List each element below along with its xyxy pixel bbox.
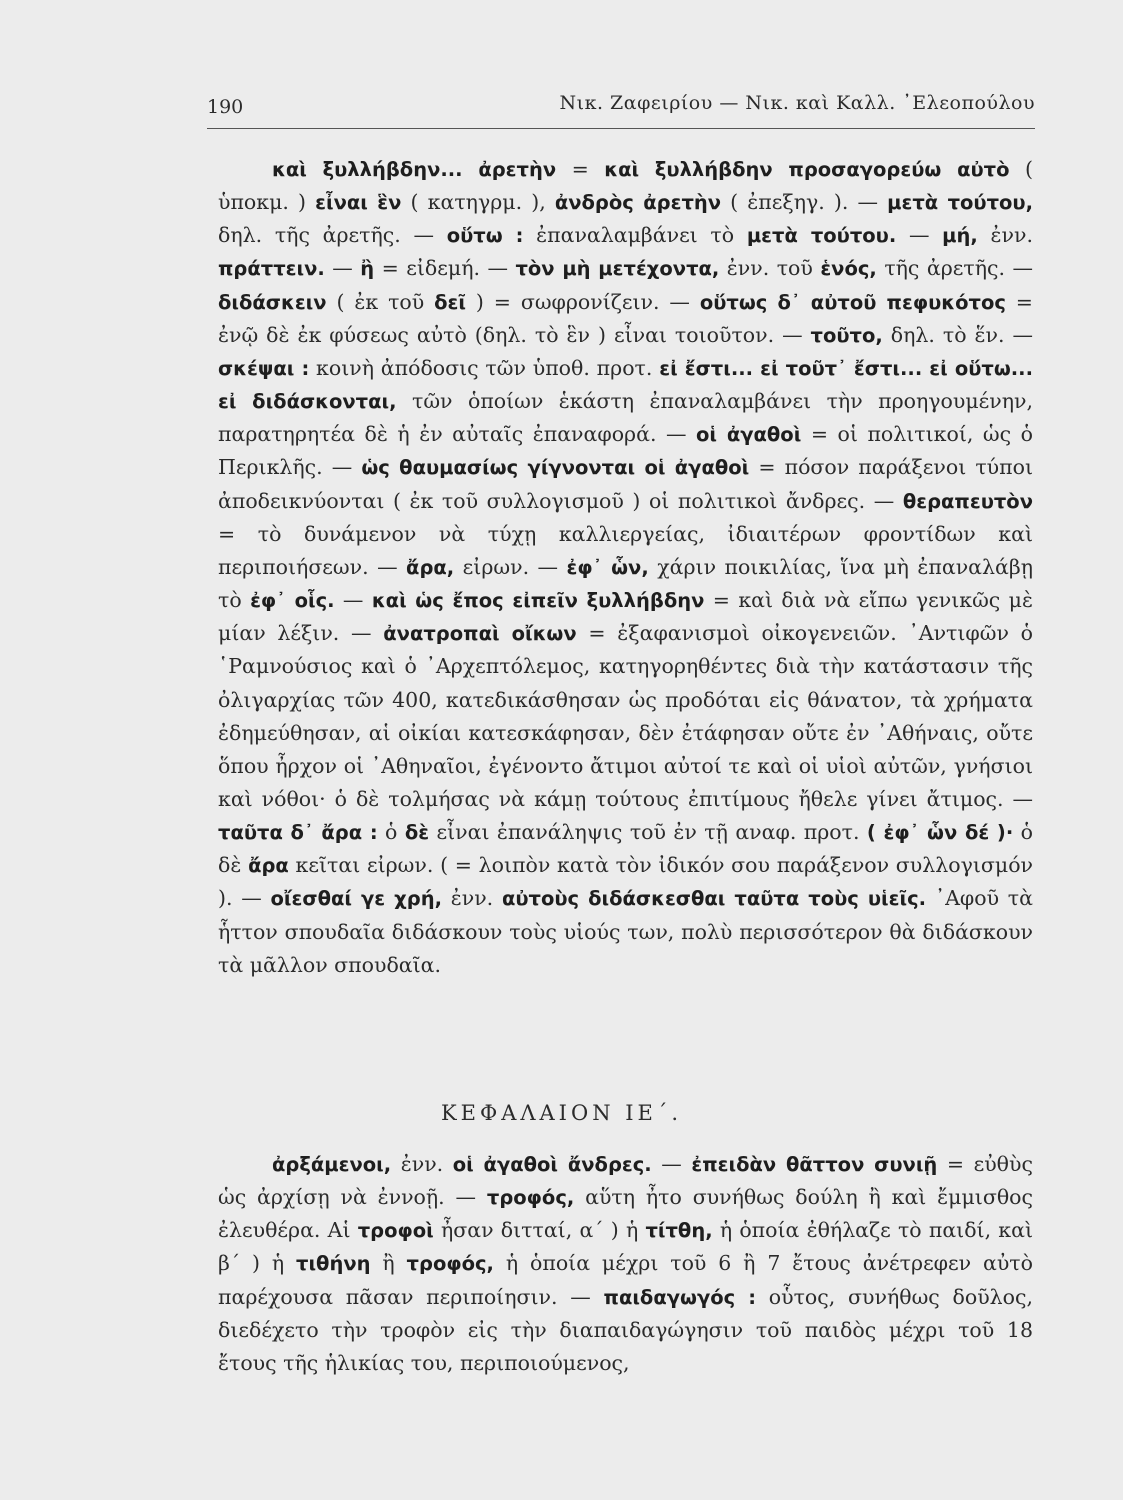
lemma-term: οἱ ἀγαθοὶ ἄνδρες.	[452, 1153, 652, 1176]
commentary-text: = τὸ δυνάμενον νὰ τύχῃ καλλιεργείας, ἰδιαιτέρων φροντίδων καὶ περιποιήσεων. —	[218, 521, 1033, 579]
commentary-text: ὁ	[377, 820, 405, 845]
commentary-text: =	[556, 157, 605, 181]
lemma-term: τροφοὶ	[357, 1219, 434, 1243]
commentary-text: τῶν ὁποίων ἑκάστη ἐπαναλαμβάνει τὴν προηγουμένην, παρατηρητέα δὲ ἡ ἐν αὐταῖς ἐπαναφορά. —	[218, 389, 1033, 447]
commentary-paragraph-1	[218, 153, 1033, 982]
commentary-text: εἶναι ἐπανάληψις τοῦ ἐν τῇ αναφ. προτ.	[429, 820, 867, 845]
lemma-term: ταῦτα δ᾿ ἄρα :	[218, 821, 378, 845]
commentary-text: = καὶ διὰ νὰ εἴπω γενικῶς μὲ μίαν λέξιν. —	[218, 588, 1033, 646]
lemma-term: τοῦτο,	[810, 323, 883, 347]
commentary-paragraph-2	[218, 1148, 1033, 1380]
commentary-text: ) = σωφρονίζειν. —	[465, 289, 700, 314]
commentary-text: δηλ. τῆς ἀρετῆς. —	[218, 223, 447, 248]
lemma-term: καὶ ξυλλήβδην προσαγορεύω αὐτὸ	[604, 158, 1010, 181]
commentary-text: κεῖται εἰρων. ( = λοιπὸν κατὰ τὸν ἰδικόν σου παράξενον συλλογισμόν ). —	[218, 853, 1033, 911]
lemma-term: ἄρα	[248, 854, 289, 878]
commentary-text: = εἰδεμή. —	[374, 256, 516, 281]
commentary-text: ἦσαν διτταί, α΄ ) ἡ	[433, 1218, 646, 1243]
commentary-text: εἰρων. —	[454, 554, 567, 579]
commentary-text: ἐνν. τοῦ	[719, 256, 821, 281]
lemma-term: δεῖ	[434, 290, 466, 314]
commentary-text: —	[896, 223, 943, 248]
commentary-text: —	[334, 588, 372, 613]
lemma-term: εἶναι ἓν	[315, 191, 402, 215]
lemma-term: πράττειν.	[218, 257, 325, 281]
lemma-term: μή,	[942, 224, 978, 248]
lemma-term: οἱ ἀγαθοὶ	[696, 423, 802, 447]
lemma-term: σκέψαι :	[218, 356, 310, 380]
commentary-text: ( ὑποκμ. )	[218, 157, 1033, 215]
commentary-text: ἐνν.	[441, 886, 502, 911]
commentary-text: αὕτη ἦτο συνήθως δούλη ἢ καὶ ἔμμισθος ἐλευθέρα. Αἱ	[218, 1185, 1033, 1243]
lemma-term: οὕτως δ᾿ αὐτοῦ πεφυκότος	[699, 290, 1006, 314]
lemma-term: διδάσκειν	[218, 290, 327, 314]
lemma-term: τὸν μὴ μετέχοντα,	[515, 257, 720, 281]
lemma-term: μετὰ τούτου,	[887, 191, 1033, 215]
lemma-term: ἢ	[360, 257, 375, 281]
lemma-term: τροφός,	[406, 1252, 494, 1276]
commentary-text: = ἐνῷ δὲ ἐκ φύσεως αὐτὸ (δηλ. τὸ ἓν ) εἶναι τοιοῦτον. —	[218, 289, 1033, 347]
commentary-text: τῆς ἀρετῆς. —	[876, 256, 1033, 281]
lemma-term: ἑνός,	[820, 257, 877, 281]
paragraph-1-text	[218, 153, 1033, 982]
lemma-term: καὶ ὡς ἔπος εἰπεῖν ξυλλήβδην	[371, 589, 705, 613]
commentary-text: = οἱ πολιτικοί, ὡς ὁ Περικλῆς. —	[218, 422, 1033, 480]
commentary-text: ( ἐκ τοῦ	[326, 289, 435, 314]
commentary-text: ( ἐπεξηγ. ). —	[721, 190, 888, 215]
chapter-heading: ΚΕΦΑΛΑΙΟΝ ΙΕ΄.	[440, 1101, 683, 1125]
commentary-text: = εὐθὺς ὡς ἀρχίσῃ νὰ ἐννοῇ. —	[218, 1152, 1033, 1210]
commentary-text: δηλ. τὸ ἕν. —	[882, 322, 1033, 347]
lemma-term: εἰ ἔστι... εἰ τοῦτ᾿ ἔστι... εἰ οὕτω... εἰ διδάσκονται,	[218, 356, 1033, 414]
paragraph-2-text	[218, 1148, 1033, 1380]
commentary-text: οὗτος, συνήθως δοῦλος, διεδέχετο τὴν τροφὸν εἰς τὴν διαπαιδαγώγησιν τοῦ παιδὸς μέχρι τοῦ 18 ἔτους τῆς ἡλικίας του, περιποιούμενος,	[218, 1284, 1033, 1375]
lemma-term: ἐφ᾿ ὧν,	[566, 555, 649, 579]
commentary-text: ἢ	[370, 1251, 407, 1276]
commentary-text: ἐνν.	[391, 1152, 453, 1176]
lemma-term: ὡς θαυμασίως γίγνονται οἱ ἀγαθοὶ	[361, 456, 750, 480]
page-number: 190	[207, 96, 244, 118]
lemma-term: καὶ ξυλλήβδην... ἀρετὴν	[272, 158, 557, 181]
commentary-text: = ἐξαφανισμοὶ οἰκογενειῶν. ᾿Αντιφῶν ὁ ῾Ραμνούσιος καὶ ὁ ᾿Αρχεπτόλεμος, κατηγορηθέντες διὰ τὴν κατάστασιν τῆς ὀλιγαρχίας τῶν 400, κατεδικάσθησαν ὡς προδόται εἰς θάνατον, τὰ χρήματα ἐδημεύθησαν, αἱ οἰκίαι κατεσκάφησαν, δὲν ἐτάφησαν οὔτε ἐν ᾿Αθήναις, οὔτε ὅπου ἦρχον οἱ ᾿Αθηναῖοι, ἐγένοντο ἄτιμοι αὐτοί τε καὶ οἱ υἱοὶ αὐτῶν, γνήσιοι καὶ νόθοι· ὁ δὲ τολμήσας νὰ κάμῃ τούτους ἐπιτίμους ἤθελε γίνει ἄτιμος. —	[218, 621, 1034, 811]
commentary-text: κοινὴ ἀπόδοσις τῶν ὑποθ. προτ.	[309, 355, 660, 380]
lemma-term: ἀνδρὸς ἀρετὴν	[554, 191, 722, 215]
lemma-term: ἐπειδὰν θᾶττον συνιῇ	[691, 1153, 938, 1176]
lemma-term: παιδαγωγός :	[603, 1285, 757, 1309]
lemma-term: ἀνατροπαὶ οἴκων	[383, 622, 577, 646]
commentary-text: ἐπαναλαμβάνει τὸ	[523, 223, 747, 248]
commentary-text: ( κατηγρμ. ),	[401, 190, 555, 215]
running-title: Νικ. Ζαφειρίου — Νικ. καὶ Καλλ. ᾿Ελεοπούλου	[559, 92, 1035, 114]
lemma-term: μετὰ τούτου.	[746, 224, 897, 248]
commentary-text: ἡ ὁποία μέχρι τοῦ 6 ἢ 7 ἔτους ἀνέτρεφεν αὐτὸ παρέχουσα πᾶσαν περιποίησιν. —	[218, 1251, 1033, 1309]
lemma-term: θεραπευτὸν	[902, 489, 1033, 513]
lemma-term: τίτθη,	[645, 1219, 713, 1243]
lemma-term: οὕτω :	[446, 224, 524, 248]
lemma-term: ( ἐφ᾿ ὧν δέ )·	[866, 821, 1014, 845]
header-rule	[207, 128, 1035, 129]
lemma-term: τροφός,	[486, 1186, 575, 1210]
commentary-text: ὁ δὲ	[218, 820, 1034, 878]
commentary-text: = πόσον παράξενοι τύποι ἀποδεικνύονται ( ἐκ τοῦ συλλογισμοῦ ) οἱ πολιτικοὶ ἄνδρες. —	[218, 455, 1033, 513]
commentary-text: ᾿Αφοῦ τὰ ἧττον σπουδαῖα διδάσκουν τοὺς υἱούς των, πολὺ περισσότερον θὰ διδάσκουν τὰ μᾶλλον σπουδαῖα.	[218, 886, 1033, 977]
commentary-text: —	[324, 256, 361, 281]
lemma-term: οἴεσθαί γε χρή,	[270, 887, 442, 911]
lemma-term: ἄρα,	[406, 555, 455, 579]
commentary-text: ἐνν.	[977, 223, 1033, 248]
lemma-term: ἐφ᾿ οἷς.	[250, 589, 335, 613]
lemma-term: ἀρξάμενοι,	[272, 1153, 392, 1176]
lemma-term: αὐτοὺς διδάσκεσθαι ταῦτα τοὺς υἱεῖς.	[501, 887, 927, 911]
lemma-term: τιθήνη	[296, 1252, 371, 1276]
commentary-text: —	[651, 1152, 692, 1176]
lemma-term: δὲ	[404, 821, 430, 845]
commentary-text: χάριν ποικιλίας, ἵνα μὴ ἐπαναλάβῃ τὸ	[218, 554, 1033, 613]
commentary-text: ἡ ὁποία ἐθήλαζε τὸ παιδί, καὶ β΄ ) ἡ	[218, 1218, 1034, 1276]
